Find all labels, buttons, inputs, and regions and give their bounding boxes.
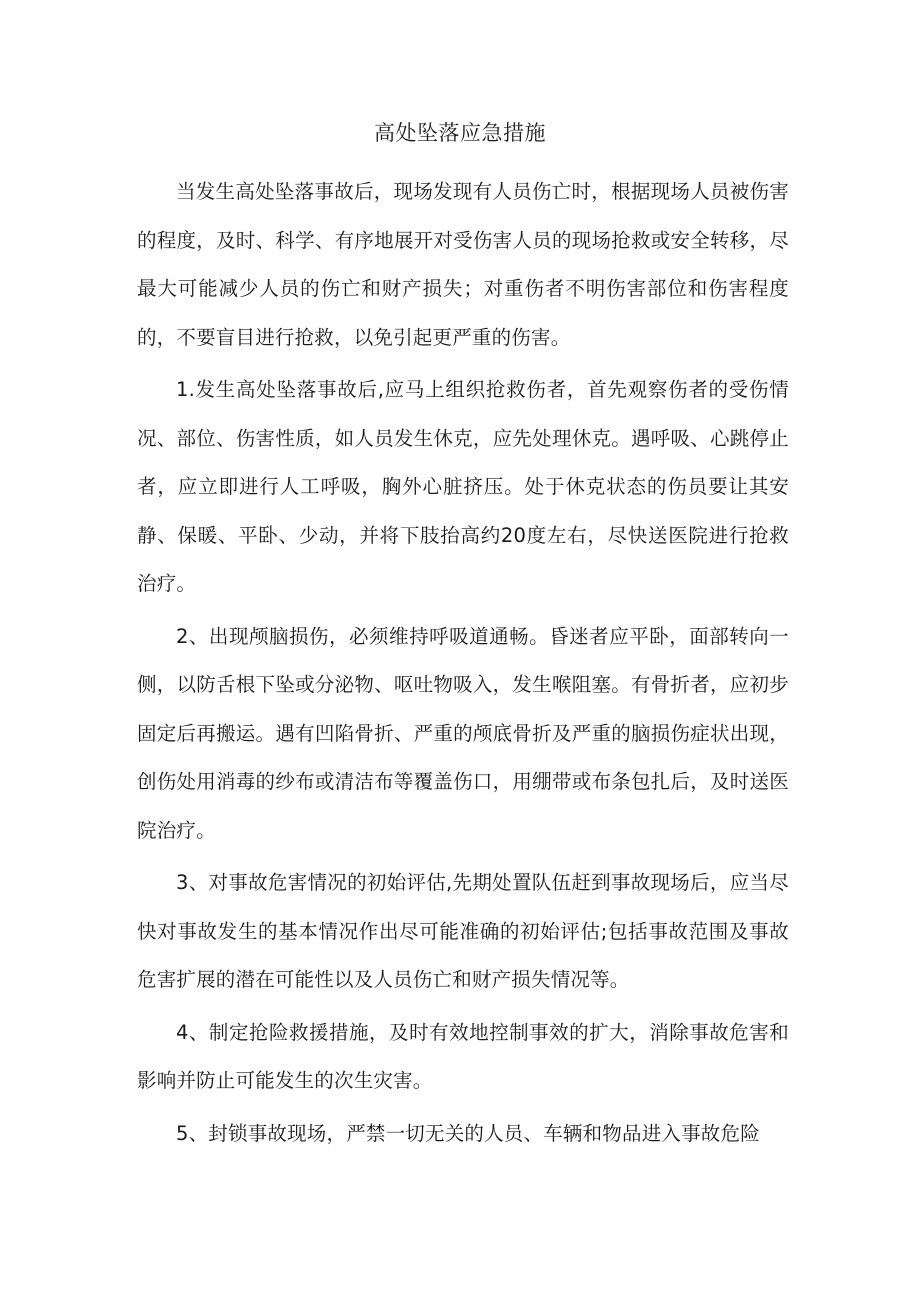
paragraph-item-2: 2、出现颅脑损伤，必须维持呼吸道通畅。昏迷者应平卧，面部转向一侧，以防舌根下坠或分泌物、呕吐物吸入，发生喉阻塞。有骨折者，应初步固定后再搬运。遇有凹陷骨折、严重的颅底骨折及严重的脑损伤症状出现，创伤处用消毒的纱布或清洁布等覆盖伤口，用绷带或布条包扎后，及时送医院治疗。: [137, 624, 789, 842]
paragraph-item-4: 4、制定抢险救援措施，及时有效地控制事效的扩大，消除事故危害和影响并防止可能发生的次生灾害。: [137, 1020, 789, 1092]
paragraph-item-3: 3、对事故危害情况的初始评估,先期处置队伍赶到事故现场后，应当尽快对事故发生的基本情况作出尽可能准确的初始评估;包括事故范围及事故危害扩展的潜在可能性以及人员伤亡和财产损失情况等。: [137, 871, 789, 991]
paragraph-intro: 当发生高处坠落事故后，现场发现有人员伤亡时，根据现场人员被伤害的程度，及时、科学、有序地展开对受伤害人员的现场抢救或安全转移，尽最大可能减少人员的伤亡和财产损失；对重伤者不明伤害部位和伤害程度的，不要盲目进行抢救，以免引起更严重的伤害。: [137, 180, 789, 349]
paragraph-item-5: 5、封锁事故现场，严禁一切无关的人员、车辆和物品进入事故危险: [176, 1121, 760, 1145]
paragraph-item-1: 1.发生高处坠落事故后,应马上组织抢救伤者，首先观察伤者的受伤情况、部位、伤害性质，如人员发生休克，应先处理休克。遇呼吸、心跳停止者，应立即进行人工呼吸，胸外心脏挤压。处于休克状态的伤员要让其安静、保暖、平卧、少动，并将下肢抬高约20度左右，尽快送医院进行抢救治疗。: [137, 378, 789, 595]
document-title: 高处坠落应急措施: [374, 121, 546, 145]
document-body: [137, 168, 789, 1162]
